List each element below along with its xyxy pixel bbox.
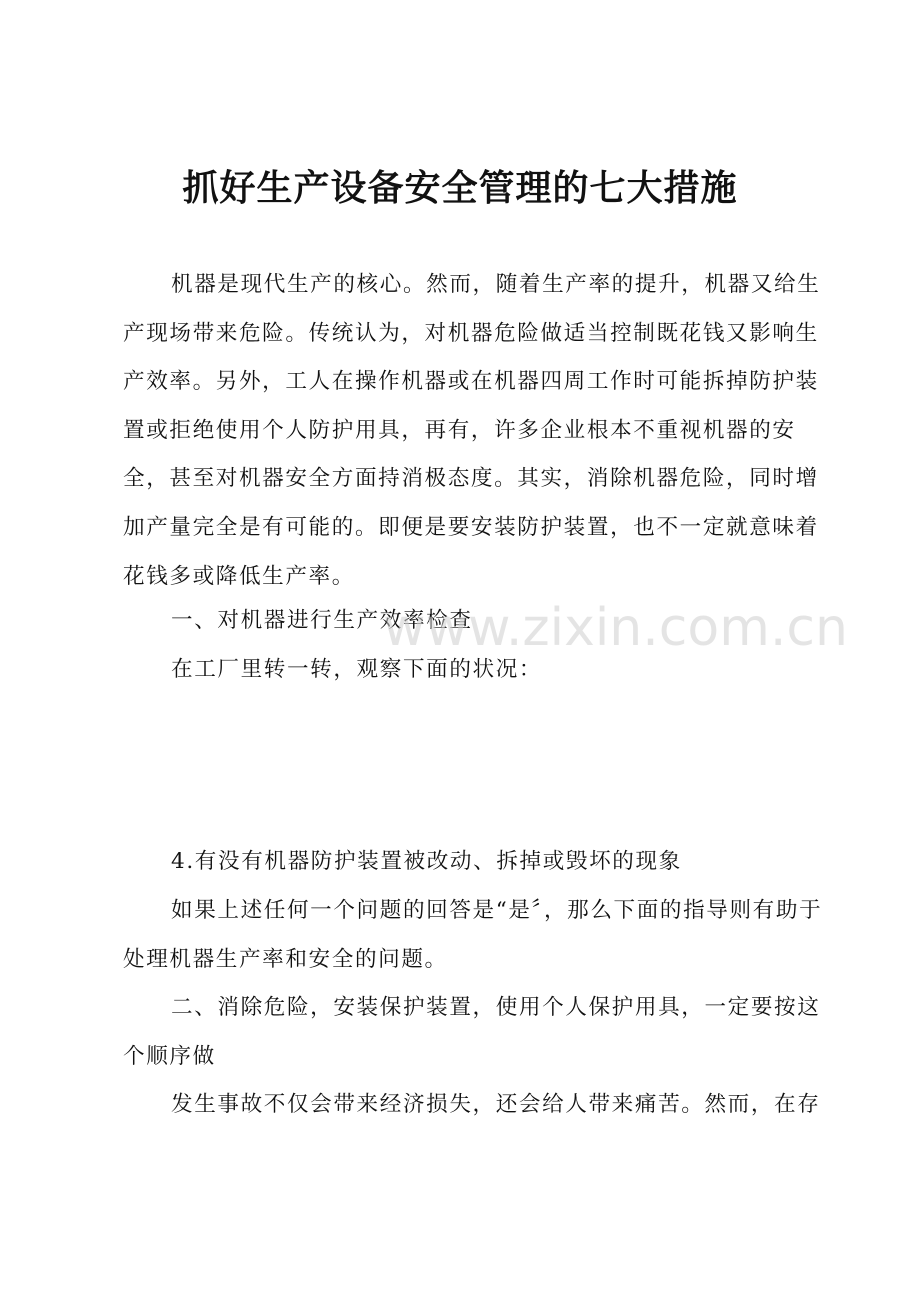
paragraph-guidance: 如果上述任何一个问题的回答是“是〞，那么下面的指导则有助于处理机器生产率和安全的问题。 xyxy=(123,898,823,972)
watermark: www.zixin.com.cn xyxy=(383,598,848,658)
document-title: 抓好生产设备安全管理的七大措施 xyxy=(182,167,738,209)
list-item-4: 4.有没有机器防护装置被改动、拆掉或毁坏的现象 xyxy=(171,849,682,874)
section-heading-2: 二、消除危险，安装保护装置，使用个人保护用具，一定要按这个顺序做 xyxy=(123,995,821,1069)
paragraph-accident: 发生事故不仅会带来经济损失，还会给人带来痛苦。然而，在存 xyxy=(171,1092,821,1117)
section-heading-1: 一、对机器进行生产效率检查 xyxy=(171,608,473,633)
paragraph-observe: 在工厂里转一转，观察下面的状况： xyxy=(171,657,543,682)
paragraph-intro: 机器是现代生产的核心。然而，随着生产率的提升，机器又给生产现场带来危险。传统认为，对机器危险做适当控制既花钱又影响生产效率。另外，工人在操作机器或在机器四周工作时可能拆掉防护装置或拒绝使用个人防护用具，再有，许多企业根本不重视机器的安全，甚至对机器安全方面持消极态度。其实，消除机器危险，同时增加产量完全是有可能的。即便是要安装防护装置，也不一定就意味着花钱多或降低生产率。 xyxy=(123,272,821,589)
